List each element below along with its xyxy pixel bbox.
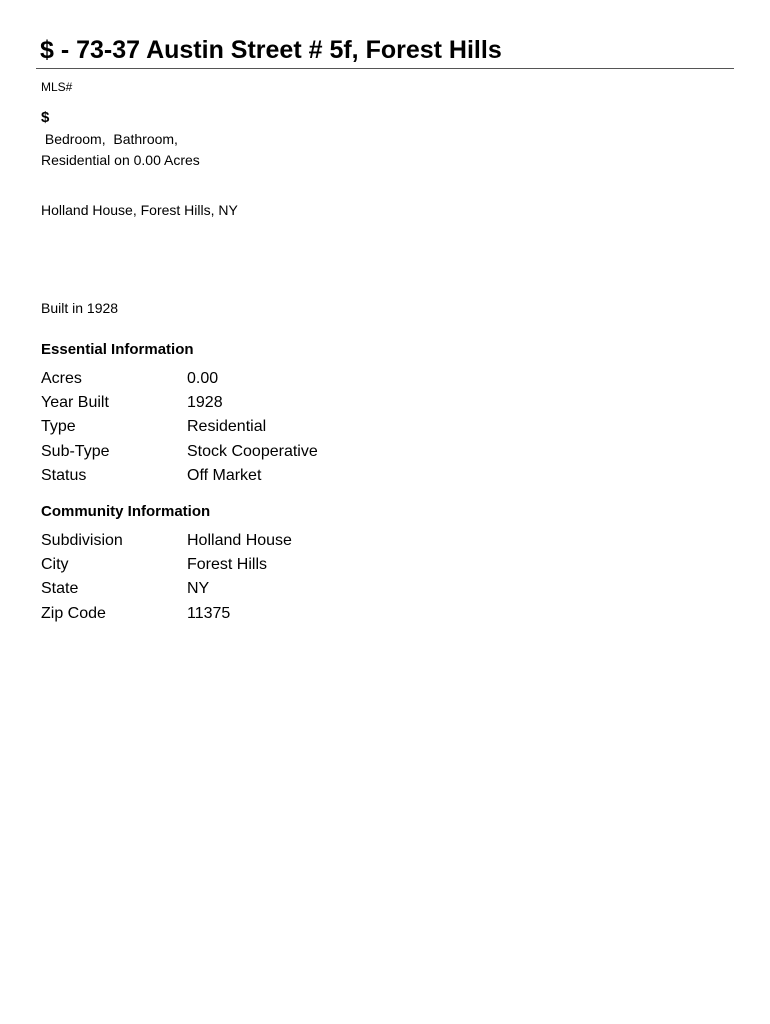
row-value: Forest Hills: [187, 556, 268, 574]
essential-information-heading: Essential Information: [41, 341, 194, 358]
row-value: 1928: [187, 394, 223, 412]
bed-bath-summary: Bedroom, Bathroom,: [41, 131, 178, 147]
listing-title: $ - 73-37 Austin Street # 5f, Forest Hills: [40, 36, 502, 64]
table-row: [41, 529, 441, 553]
row-value: Off Market: [187, 466, 262, 484]
listing-price: $: [41, 109, 50, 126]
row-label: Type: [41, 418, 76, 436]
essential-information-table: [41, 367, 441, 488]
table-row: [41, 415, 441, 439]
row-label: Status: [41, 466, 87, 484]
community-information-heading: Community Information: [41, 503, 211, 520]
row-value: Stock Cooperative: [187, 442, 318, 460]
row-label: Sub-Type: [41, 442, 110, 460]
row-label: City: [41, 556, 69, 574]
row-value: Holland House: [187, 532, 292, 549]
community-information-table: [41, 529, 441, 626]
table-row: [41, 464, 441, 488]
row-value: 11375: [187, 604, 231, 622]
property-type-summary: Residential on 0.00 Acres: [41, 152, 200, 168]
row-label: Acres: [41, 370, 82, 387]
row-value: NY: [187, 580, 210, 598]
table-row: [41, 367, 441, 391]
year-built-summary: Built in 1928: [41, 300, 119, 316]
table-row: [41, 440, 441, 464]
row-value: Residential: [187, 418, 267, 436]
table-row: [41, 577, 441, 601]
row-value: 0.00: [187, 370, 219, 387]
row-label: Subdivision: [41, 532, 123, 549]
row-label: Year Built: [41, 394, 109, 412]
table-row: [41, 391, 441, 415]
listing-location: Holland House, Forest Hills, NY: [41, 202, 238, 218]
row-label: State: [41, 580, 79, 598]
table-row: [41, 553, 441, 577]
table-row: [41, 602, 441, 626]
row-label: Zip Code: [41, 604, 106, 622]
mls-label: MLS#: [41, 80, 73, 94]
title-divider: [36, 68, 734, 69]
